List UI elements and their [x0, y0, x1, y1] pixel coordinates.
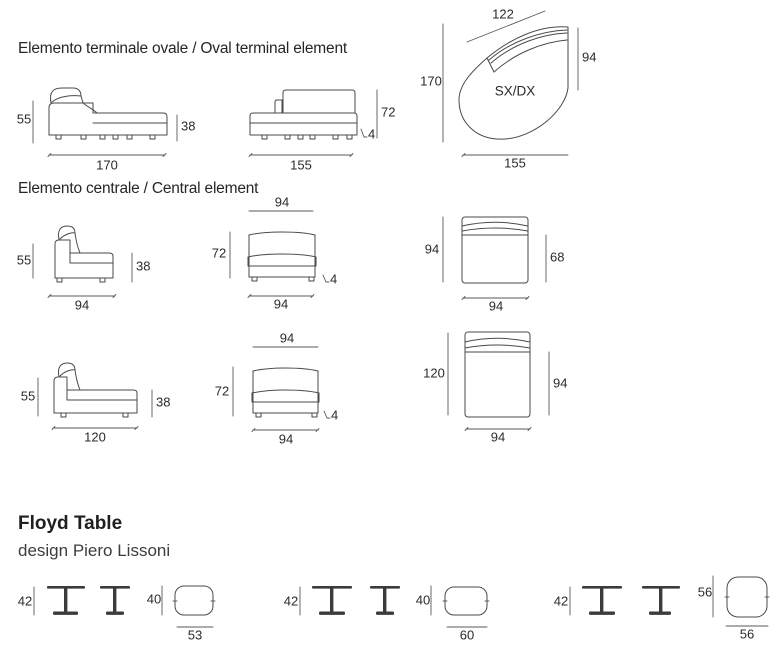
- central-r1-side-view-drawing: [15, 220, 175, 315]
- table-side-view-large: [312, 586, 352, 615]
- table-side-view-large: [47, 586, 85, 615]
- floyd-table-size3-drawing: [550, 568, 784, 650]
- dim-right-depth: 94: [582, 49, 597, 65]
- dim-back-width: 122: [492, 6, 514, 22]
- dim-height: 42: [17, 593, 33, 609]
- oval-terminal-front-view-drawing: [240, 85, 396, 173]
- floyd-table-size2-drawing: [280, 575, 495, 647]
- table-side-view-small: [370, 586, 400, 615]
- table-top-view: [725, 577, 769, 617]
- top-outline: [465, 332, 530, 417]
- dim-width: 170: [96, 157, 118, 173]
- central-r1-front-view-drawing: [210, 196, 345, 310]
- dim-top-width: 53: [187, 627, 203, 643]
- dim-foot-height: 4: [331, 407, 339, 423]
- central-element-heading: Elemento centrale / Central element: [18, 180, 259, 197]
- foot-height-pointer: [324, 411, 330, 418]
- dim-foot-height: 4: [330, 271, 338, 287]
- floyd-table-title: Floyd Table: [18, 513, 123, 534]
- front-outline: [248, 232, 316, 281]
- central-r2-top-view-drawing: [420, 325, 570, 447]
- dim-total-height: 72: [381, 104, 396, 120]
- central-r2-front-view-drawing: [210, 330, 345, 447]
- table-top-view: [173, 586, 215, 615]
- dim-width: 94: [74, 297, 90, 313]
- front-outline: [252, 368, 319, 417]
- dim-height: 42: [553, 593, 569, 609]
- dim-width: 155: [290, 157, 312, 173]
- floyd-table-designer: design Piero Lissoni: [18, 541, 171, 560]
- dim-back-height: 55: [20, 388, 36, 404]
- dim-depth: 94: [424, 241, 440, 257]
- dim-seat-height: 38: [156, 394, 171, 410]
- dim-height: 42: [283, 593, 299, 609]
- oval-terminal-top-view-drawing: [415, 5, 600, 173]
- dim-width: 120: [84, 429, 106, 445]
- dim-seat-depth: 94: [553, 375, 568, 391]
- dim-width: 94: [273, 296, 289, 312]
- dim-width: 155: [504, 155, 526, 171]
- dim-top-width: 56: [739, 626, 755, 642]
- chaise-outline: [49, 88, 167, 139]
- table-side-view-small: [100, 586, 130, 615]
- foot-height-pointer: [361, 129, 367, 137]
- dim-line-width: [48, 154, 166, 157]
- central-r1-top-view-drawing: [420, 200, 570, 314]
- top-outline: [462, 217, 528, 283]
- dim-seat-depth: 68: [550, 249, 565, 265]
- central-r2-side-view-drawing: [15, 355, 185, 450]
- oval-terminal-side-view-drawing: [15, 85, 210, 172]
- dim-width: 94: [488, 298, 504, 314]
- dim-total-height: 72: [211, 245, 227, 261]
- foot-height-pointer: [323, 275, 329, 282]
- dim-length: 170: [420, 73, 442, 89]
- table-side-view-large: [582, 586, 622, 615]
- dim-top-width: 60: [459, 627, 475, 643]
- side-outline: [55, 226, 113, 282]
- dim-foot-height: 4: [368, 126, 376, 142]
- dim-top-height: 56: [697, 584, 713, 600]
- dim-top-height: 40: [146, 591, 162, 607]
- dim-top-width: 94: [274, 194, 290, 210]
- dim-width: 94: [490, 429, 506, 445]
- dim-top-width: 94: [279, 330, 295, 346]
- dim-total-height: 72: [214, 383, 230, 399]
- table-side-view-small: [642, 586, 680, 615]
- dim-width: 94: [278, 431, 294, 447]
- dim-seat-height: 38: [136, 258, 151, 274]
- dim-line-width: [249, 154, 353, 157]
- dim-back-height: 55: [16, 111, 32, 127]
- dim-seat-height: 38: [181, 118, 196, 134]
- dim-top-height: 40: [415, 592, 431, 608]
- dim-depth: 120: [423, 365, 445, 381]
- oval-terminal-heading: Elemento terminale ovale / Oval terminal element: [18, 40, 347, 57]
- table-top-view: [443, 587, 489, 615]
- front-outline: [250, 90, 357, 139]
- side-outline: [54, 363, 137, 417]
- dim-back-height: 55: [16, 252, 32, 268]
- orientation-label: SX/DX: [494, 83, 536, 99]
- floyd-table-size1-drawing: [15, 575, 230, 647]
